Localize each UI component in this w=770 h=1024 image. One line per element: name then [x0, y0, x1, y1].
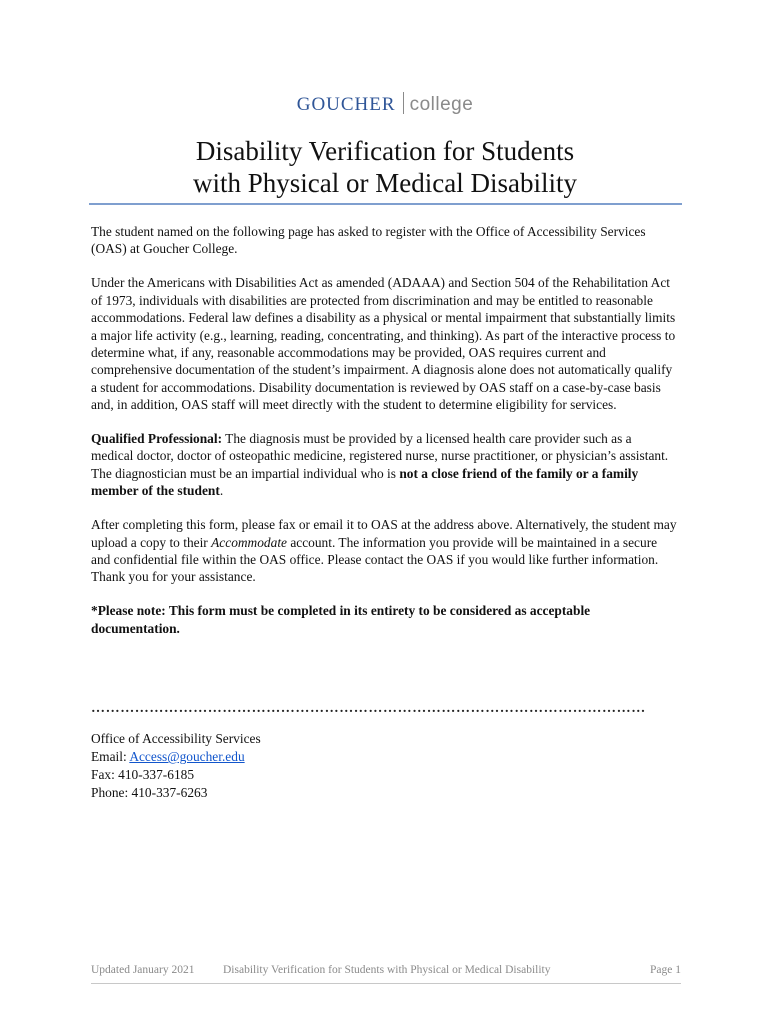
accommodate-term: Accommodate [211, 534, 287, 550]
email-link[interactable]: Access@goucher.edu [129, 749, 245, 764]
fax-line: Fax: 410-337-6185 [91, 767, 195, 782]
submission-text-a: After completing this form, please fax or email it to OAS at the address above. Alternatively, the student may upload a copy to their [91, 517, 677, 550]
qualified-professional-label: Qualified Professional: [91, 431, 223, 447]
footer-title: Disability Verification for Students with Physical or Medical Disability [223, 964, 551, 976]
footer-page-number: Page 1 [650, 964, 681, 976]
email-label: Email: [91, 749, 130, 764]
phone-line: Phone: 410-337-6263 [91, 785, 208, 800]
page-title [0, 135, 770, 199]
footer-divider [91, 983, 681, 984]
submission-text-b: account. The information you provide will be maintained in a secure and confidential file within the OAS office. Please contact the OAS if you would like further information. Thank you for your assistance. [91, 534, 659, 585]
logo-college: college [409, 94, 474, 115]
impartial-requirement: not a close friend of the family or a family member of the student [91, 465, 639, 499]
period: . [219, 483, 224, 499]
document-body [91, 223, 677, 654]
logo-divider [403, 92, 404, 114]
title-divider [89, 203, 682, 205]
qualified-professional-text: The diagnosis must be provided by a licensed health care provider such as a medical doctor, doctor of osteopathic medicine, registered nurse, nurse practitioner, or physician’s assistant. The diagnostician must be an impartial individual who is [91, 431, 669, 481]
please-note [91, 602, 677, 637]
title-line-2: with Physical or Medical Disability [193, 168, 577, 198]
title-line-1: Disability Verification for Students [195, 136, 575, 166]
email-line [91, 748, 261, 766]
qualified-professional-paragraph [91, 430, 677, 500]
please-note-text: *Please note: This form must be completed in its entirety to be considered as acceptable documentation. [91, 603, 591, 636]
dotted-separator: …………………………………………………………………………………………………… [91, 703, 646, 715]
goucher-college-logo [0, 92, 770, 116]
contact-block [91, 730, 261, 802]
submission-paragraph [91, 516, 677, 586]
logo-goucher: GOUCHER [296, 94, 396, 115]
ada-paragraph: Under the Americans with Disabilities Act as amended (ADAAA) and Section 504 of the Rehabilitation Act of 1973, individuals with disabilities are protected from discrimination and may be entitled to reasonable accommodations. Federal law defines a disability as a physical or mental impairment that substantially limits a major life activity (e.g., learning, reading, concentrating, and thinking). As part of the interactive process to determine what, if any, reasonable accommodations may be provided, OAS requires current and comprehensive documentation of the student’s impairment. A diagnosis alone does not automatically qualify a student for accommodations. Disability documentation is reviewed by OAS staff on a case-by-case basis and, in addition, OAS staff will meet directly with the student to determine eligibility for services. [91, 275, 676, 413]
footer-updated: Updated January 2021 [91, 964, 195, 976]
intro-paragraph: The student named on the following page has asked to register with the Office of Accessibility Services (OAS) at Goucher College. [91, 224, 646, 257]
office-name: Office of Accessibility Services [91, 731, 261, 746]
